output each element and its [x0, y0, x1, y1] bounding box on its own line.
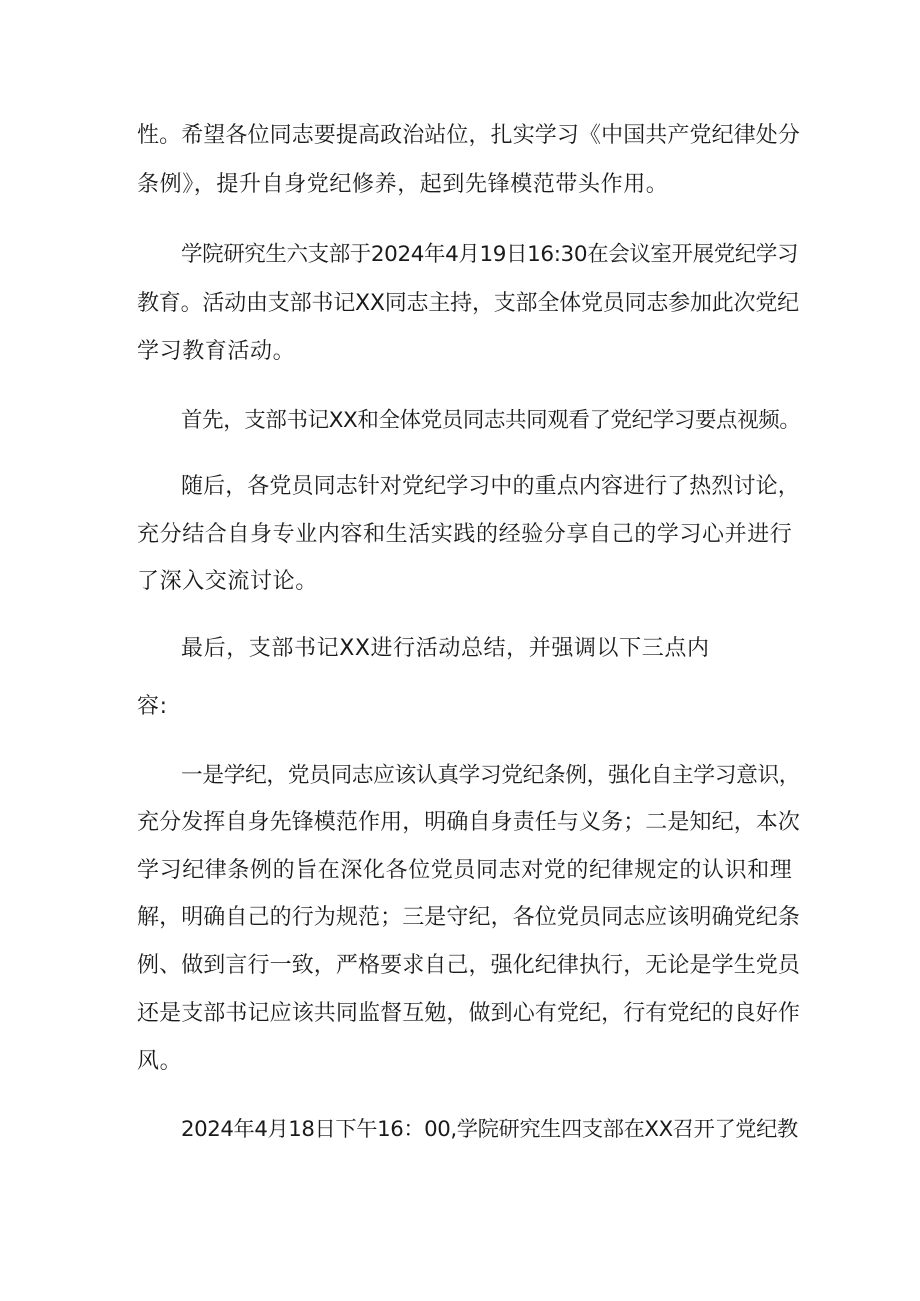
paragraph-5-line-1: 最后，支部书记XX进行活动总结，并强调以下三点内: [181, 636, 710, 661]
paragraph-2-line-1: 学院研究生六支部于2024年4月19日16:30在会议室开展党纪学习: [181, 242, 799, 267]
paragraph-6-line-3: 学习纪律条例的旨在深化各位党员同志对党的纪律规定的认识和理: [137, 858, 793, 883]
paragraph-6-line-6: 还是支部书记应该共同监督互勉，做到心有党纪，行有党纪的良好作: [137, 1001, 801, 1026]
paragraph-1-line-1: 性。希望各位同志要提高政治站位，扎实学习《中国共产党纪律处分: [137, 123, 801, 148]
paragraph-3-line-1: 首先，支部书记XX和全体党员同志共同观看了党纪学习要点视频。: [181, 408, 801, 433]
paragraph-6-line-5: 例、做到言行一致，严格要求自己，强化纪律执行，无论是学生党员: [137, 953, 801, 978]
paragraph-2-line-2: 教育。活动由支部书记XX同志主持，支部全体党员同志参加此次党纪: [137, 291, 799, 316]
paragraph-6-line-4: 解，明确自己的行为规范；三是守纪，各位党员同志应该明确党纪条: [137, 905, 801, 930]
paragraph-4-line-2: 充分结合自身专业内容和生活实践的经验分享自己的学习心并进行: [137, 522, 793, 547]
paragraph-4-line-1: 随后，各党员同志针对党纪学习中的重点内容进行了热烈讨论，: [181, 474, 800, 499]
paragraph-6-line-7: 风。: [137, 1049, 183, 1074]
paragraph-4-line-3: 了深入交流讨论。: [137, 569, 318, 594]
paragraph-7-line-1: 2024年4月18日下午16：00,学院研究生四支部在XX召开了党纪教: [181, 1117, 798, 1142]
paragraph-6-line-2: 充分发挥自身先锋模范作用，明确自身责任与义务；二是知纪，本次: [137, 810, 801, 835]
paragraph-2-line-3: 学习教育活动。: [137, 339, 296, 364]
paragraph-5-line-2: 容:: [137, 694, 168, 719]
paragraph-1-line-2: 条例》，提升自身党纪修养，起到先锋模范带头作用。: [137, 172, 669, 197]
paragraph-6-line-1: 一是学纪，党员同志应该认真学习党纪条例，强化自主学习意识，: [181, 763, 801, 788]
